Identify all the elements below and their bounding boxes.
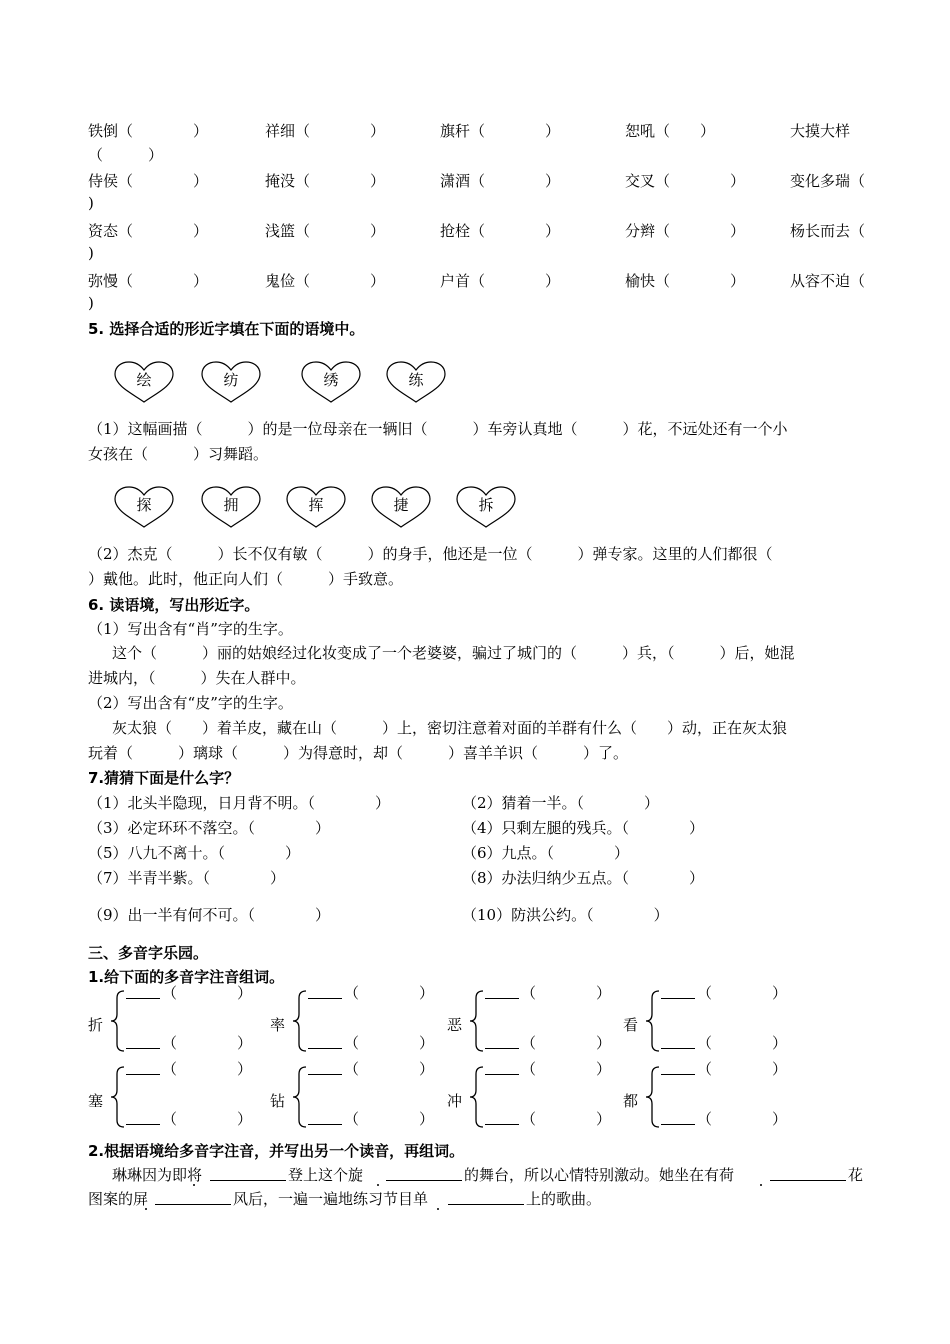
pinyin-blank[interactable] [308, 998, 342, 999]
word-item: 榆快（ ） [625, 272, 746, 290]
sec3-title: 三、多音字乐园。 [88, 944, 209, 962]
heart-char: 探 [136, 496, 152, 514]
blank-2[interactable] [386, 1180, 462, 1181]
heart-choice [300, 360, 362, 404]
heart-char: 绘 [136, 371, 152, 389]
riddle-item: （4）只剩左腿的残兵。（ ） [462, 819, 705, 837]
word-item: 大摸大样 [790, 122, 851, 140]
riddle-item: （5）八九不离十。（ ） [88, 844, 301, 862]
pinyin-blank[interactable] [308, 1048, 342, 1049]
blank-1[interactable] [210, 1180, 286, 1181]
word-item: 户首（ ） [440, 272, 561, 290]
brace-icon [110, 990, 126, 1052]
q6-p2: （2）写出含有“皮”字的生字。 [88, 694, 293, 712]
q2-text-b1: 图案的屏 [88, 1190, 149, 1208]
word-item: 恕吼（ ） [625, 122, 716, 140]
pinyin-blank[interactable] [126, 1124, 160, 1125]
word-wrap: ) [88, 294, 94, 312]
pinyin-blank[interactable] [485, 1074, 519, 1075]
sec3-q2-title: 2.根据语境给多音字注音，并写出另一个读音，再组词。 [88, 1142, 465, 1160]
word-blank[interactable]: （ ） [697, 984, 788, 1002]
heart-char: 捷 [393, 496, 409, 514]
riddle-item: （8）办法归纳少五点。（ ） [462, 869, 705, 887]
word-blank[interactable]: （ ） [521, 984, 612, 1002]
q5-s2-line1: （2）杰克（ ）长不仅有敏（ ）的身手，他还是一位（ ）弹专家。这里的人们都很（ [88, 545, 773, 563]
brace-icon [645, 1066, 661, 1128]
word-blank[interactable]: （ ） [521, 1110, 612, 1128]
q7-title: 7.猜猜下面是什么字？ [88, 769, 240, 787]
polyphone-char: 冲 [447, 1092, 463, 1110]
riddle-item: （2）猜着一半。（ ） [462, 794, 660, 812]
brace-icon [645, 990, 661, 1052]
heart-char: 绣 [323, 371, 339, 389]
emphasis-dot [145, 1208, 147, 1210]
word-blank[interactable]: （ ） [521, 1060, 612, 1078]
riddle-item: （9）出一半有何不可。（ ） [88, 906, 331, 924]
heart-choice [200, 485, 262, 529]
blank-3[interactable] [770, 1180, 846, 1181]
blank-4[interactable] [155, 1204, 231, 1205]
word-wrap: ) [88, 244, 94, 262]
heart-char: 挥 [308, 496, 324, 514]
pinyin-blank[interactable] [661, 1048, 695, 1049]
pinyin-blank[interactable] [126, 1074, 160, 1075]
word-blank[interactable]: （ ） [162, 984, 253, 1002]
polyphone-char: 钻 [270, 1092, 286, 1110]
riddle-item: （10）防洪公约。（ ） [462, 906, 669, 924]
word-item: 变化多瑞（ [790, 172, 866, 190]
word-item: 潇酒（ ） [440, 172, 561, 190]
pinyin-blank[interactable] [485, 998, 519, 999]
word-item: 鬼俭（ ） [265, 272, 386, 290]
pinyin-blank[interactable] [126, 998, 160, 999]
word-item: 铁倒（ ） [88, 122, 209, 140]
word-blank[interactable]: （ ） [344, 1034, 435, 1052]
word-item: 分辫（ ） [625, 222, 746, 240]
word-blank[interactable]: （ ） [521, 1034, 612, 1052]
pinyin-blank[interactable] [485, 1048, 519, 1049]
q6-title: 6. 读语境，写出形近字。 [88, 596, 260, 614]
polyphone-char: 率 [270, 1016, 286, 1034]
q2-text-a2: 登上这个旋 [288, 1166, 364, 1184]
q6-p1: （1）写出含有“肖”字的生字。 [88, 620, 293, 638]
word-wrap: （ ） [88, 146, 164, 164]
pinyin-blank[interactable] [661, 1124, 695, 1125]
emphasis-dot [760, 1184, 762, 1186]
brace-icon [292, 990, 308, 1052]
word-item: 旗秆（ ） [440, 122, 561, 140]
word-blank[interactable]: （ ） [162, 1060, 253, 1078]
riddle-item: （6）九点。（ ） [462, 844, 630, 862]
pinyin-blank[interactable] [308, 1124, 342, 1125]
polyphone-char: 恶 [447, 1016, 463, 1034]
polyphone-char: 都 [623, 1092, 639, 1110]
brace-icon [110, 1066, 126, 1128]
heart-choice [113, 485, 175, 529]
word-blank[interactable]: （ ） [162, 1034, 253, 1052]
word-blank[interactable]: （ ） [697, 1110, 788, 1128]
riddle-item: （1）北头半隐现，日月背不明。（ ） [88, 794, 391, 812]
word-item: 从容不迫（ [790, 272, 866, 290]
word-blank[interactable]: （ ） [162, 1110, 253, 1128]
riddle-item: （7）半青半紫。（ ） [88, 869, 286, 887]
polyphone-char: 折 [88, 1016, 104, 1034]
brace-icon [469, 990, 485, 1052]
pinyin-blank[interactable] [661, 998, 695, 999]
heart-choice [285, 485, 347, 529]
word-wrap: ) [88, 194, 94, 212]
polyphone-char: 塞 [88, 1092, 104, 1110]
heart-char: 练 [408, 371, 424, 389]
word-item: 资态（ ） [88, 222, 209, 240]
word-item: 侍侯（ ） [88, 172, 209, 190]
q2-text-b3: 上的歌曲。 [526, 1190, 602, 1208]
word-item: 祥细（ ） [265, 122, 386, 140]
pinyin-blank[interactable] [308, 1074, 342, 1075]
heart-choice [200, 360, 262, 404]
word-blank[interactable]: （ ） [697, 1034, 788, 1052]
word-item: 掩没（ ） [265, 172, 386, 190]
polyphone-char: 看 [623, 1016, 639, 1034]
q2-text-a1: 琳琳因为即将 [112, 1166, 203, 1184]
heart-choice [385, 360, 447, 404]
q5-s2-line2: ）戴他。此时，他正向人们（ ）手致意。 [88, 570, 404, 588]
emphasis-dot [377, 1184, 379, 1186]
word-blank[interactable]: （ ） [697, 1060, 788, 1078]
heart-choice [113, 360, 175, 404]
q2-text-a4: 花 [848, 1166, 864, 1184]
q5-title: 5. 选择合适的形近字填在下面的语境中。 [88, 320, 365, 338]
heart-char: 拥 [223, 496, 239, 514]
q5-s1-line1: （1）这幅画描（ ）的是一位母亲在一辆旧（ ）车旁认真地（ ）花，不远处还有一个小 [88, 420, 788, 438]
word-item: 抢栓（ ） [440, 222, 561, 240]
emphasis-dot [437, 1208, 439, 1210]
word-item: 杨长而去（ [790, 222, 866, 240]
heart-choice [455, 485, 517, 529]
q6-p2-line2: 玩着（ ）璃球（ ）为得意时，却（ ）喜羊羊识（ ）了。 [88, 744, 629, 762]
word-blank[interactable]: （ ） [344, 1110, 435, 1128]
q6-p1-line2: 进城内，（ ）失在人群中。 [88, 669, 306, 687]
brace-icon [469, 1066, 485, 1128]
sec3-q1-title: 1.给下面的多音字注音组词。 [88, 968, 285, 986]
blank-5[interactable] [448, 1204, 524, 1205]
q2-text-a3: 的舞台，所以心情特别激动。她坐在有荷 [464, 1166, 735, 1184]
word-blank[interactable]: （ ） [344, 1060, 435, 1078]
heart-char: 拆 [478, 496, 494, 514]
word-item: 浅篮（ ） [265, 222, 386, 240]
heart-choice [370, 485, 432, 529]
pinyin-blank[interactable] [661, 1074, 695, 1075]
riddle-item: （3）必定环环不落空。（ ） [88, 819, 331, 837]
q6-p2-line1: 灰太狼（ ）着羊皮，藏在山（ ）上，密切注意着对面的羊群有什么（ ）动，正在灰太狼 [112, 719, 788, 737]
q6-p1-line1: 这个（ ）丽的姑娘经过化妆变成了一个老婆婆，骗过了城门的（ ）兵，（ ）后，她混 [112, 644, 795, 662]
q2-text-b2: 风后，一遍一遍地练习节目单 [233, 1190, 429, 1208]
emphasis-dot [193, 1184, 195, 1186]
heart-char: 纺 [223, 371, 239, 389]
word-blank[interactable]: （ ） [344, 984, 435, 1002]
word-item: 交叉（ ） [625, 172, 746, 190]
q5-s1-line2: 女孩在（ ）习舞蹈。 [88, 445, 269, 463]
pinyin-blank[interactable] [126, 1048, 160, 1049]
pinyin-blank[interactable] [485, 1124, 519, 1125]
word-item: 弥慢（ ） [88, 272, 209, 290]
brace-icon [292, 1066, 308, 1128]
